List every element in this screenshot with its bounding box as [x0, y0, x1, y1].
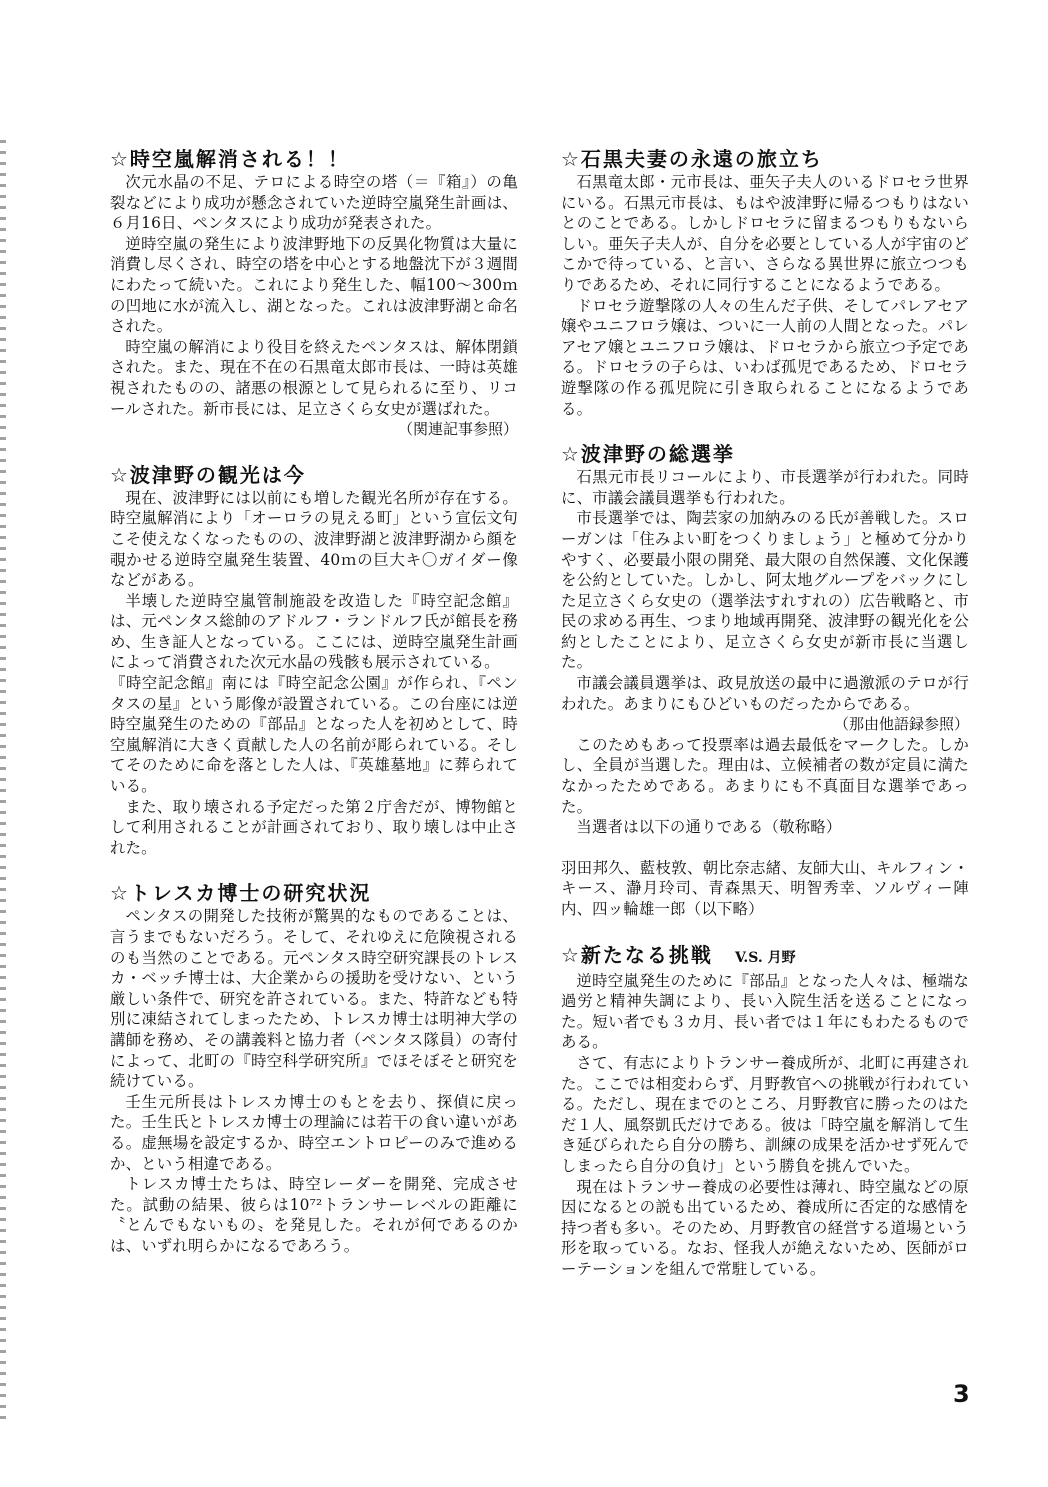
paragraph: 石黒竜太郎・元市長は、亜矢子夫人のいるドロセラ世界にいる。石黒元市長は、もはや波津野に帰るつもりはないとのことである。しかしドロセラに留まるつもりもないらしい。亜矢子夫人が、自分を必要としている人が宇宙のどこかで待っている、と言い、さらなる異世界に旅立つつもりであるため、それに同行することになるようである。 — [561, 173, 969, 294]
paragraph: 市議会議員選挙は、政見放送の最中に過激派のテロが行われた。あまりにもひどいものだったからである。 — [561, 674, 969, 713]
right-column — [561, 146, 969, 1302]
article-hatsuno-election — [561, 441, 969, 919]
headline: ☆新たなる挑戦 — [561, 942, 713, 967]
article-ishiguro-departure — [561, 146, 969, 419]
headline: ☆波津野の観光は今 — [110, 462, 306, 487]
paragraph: また、取り壊される予定だった第２庁舎だが、博物館として利用されることが計画されており、取り壊しは中止された。 — [110, 797, 518, 857]
paragraph: ペンタスの開発した技術が驚異的なものであることは、言うまでもないだろう。そして、それゆえに危険視されるのも当然のことである。元ペンタス時空研究課長のトレスカ・ベッチ博士は、大企業からの援助を受けない、という厳しい条件で、研究を許されている。また、特許なども特別に凍結されてしまったため、トレスカ博士は明神大学の講師を務め、その講義料と協力者（ペンタス隊員）の寄付によって、北町の『時空科学研究所』でほそぼそと研究を続けている。 — [110, 907, 518, 1091]
reference-note: （関連記事参照） — [397, 420, 518, 439]
page-number: 3 — [953, 1380, 970, 1408]
paragraph: 逆時空嵐の発生により波津野地下の反異化物質は大量に消費し尽くされ、時空の塔を中心とする地盤沈下が３週間にわたって続いた。これにより発生した、幅100〜300ｍの凹地に水が流入し、湖となった。これは波津野湖と命名された。 — [110, 234, 518, 336]
paragraph: トレスカ博士たちは、時空レーダーを開発、完成させた。試動の結果、彼らは10⁷²トランサーレベルの距離に〝とんでもないもの〟を発見した。それが何であるのかは、いずれ明らかになるであろう。 — [110, 1175, 518, 1255]
scan-edge-artifact — [0, 140, 6, 1420]
paragraph: 現在、波津野には以前にも増した観光名所が存在する。時空嵐解消により「オーロラの見える町」という宣伝文句こそ使えなくなったものの、波津野湖と波津野湖から顔を覗かせる逆時空嵐発生装置、40ｍの巨大キ〇ガイダー像などがある。 — [110, 488, 518, 590]
reference-note: （那由他語録参照） — [833, 715, 969, 734]
paragraph: 当選者は以下の通りである（敬称略） — [576, 818, 842, 837]
headline: ☆時空嵐解消される！！ — [110, 147, 350, 171]
byline: V.S. 月野 — [734, 949, 796, 966]
article-jikuu-arashi-kaishou — [110, 146, 518, 440]
headline: ☆トレスカ博士の研究状況 — [110, 881, 372, 906]
headline: ☆波津野の総選挙 — [561, 442, 735, 467]
left-column — [110, 146, 518, 1279]
paragraph: 次元水晶の不足、テロによる時空の塔（＝『箱』）の亀裂などにより成功が懸念されていた逆時空嵐発生計画は、６月16日、ペンタスにより成功が発表された。 — [110, 173, 518, 233]
article-hatsuno-kankou — [110, 462, 518, 859]
winners-list: 羽田邦久、藍枝敦、朝比奈志緒、友師大山、キルフィン・キース、瀞月玲司、青森黒天、明智秀幸、ソルヴィー陣内、四ッ輪雄一郎（以下略） — [561, 858, 969, 918]
paragraph: ドロセラ遊撃隊の人々の生んだ子供、そしてパレアセア嬢やユニフロラ嬢は、ついに一人前の人間となった。パレアセア嬢とユニフロラ嬢は、ドロセラから旅立つ予定である。ドロセラの子らは、いわば孤児であるため、ドロセラ遊撃隊の作る孤児院に引き取られることになるようである。 — [561, 296, 969, 418]
paragraph: 逆時空嵐発生のために『部品』となった人々は、極端な過労と精神失調により、長い入院生活を送ることになった。短い者でも３カ月、長い者では１年にもわたるものである。 — [561, 971, 969, 1052]
paragraph: 石黒元市長リコールにより、市長選挙が行われた。同時に、市議会議員選挙も行われた。 — [561, 468, 969, 507]
paragraph: 壬生元所長はトレスカ博士のもとを去り、探偵に戻った。壬生氏とトレスカ博士の理論には若干の食い違いがある。虚無場を設定するか、時空エントロピーのみで進めるか、という相違である。 — [110, 1092, 518, 1173]
paragraph: 『時空記念館』南には『時空記念公園』が作られ、『ペンタスの星』という彫像が設置されている。この台座には逆時空嵐発生のための『部品』となった人を初めとして、時空嵐解消に大きく貢献した人の名前が彫られている。そしてそのために命を落とした人は、『英雄墓地』に葬られている。 — [110, 674, 518, 796]
paragraph: 現在はトランサー養成の必要性は薄れ、時空嵐などの原因になるとの説も出ているため、養成所に否定的な感情を持つ者も多い。そのため、月野教官の経営する道場という形を取っている。なお、怪我人が絶えないため、医師がローテーションを組んで常駐している。 — [561, 1177, 969, 1278]
headline: ☆石黒夫妻の永遠の旅立ち — [561, 147, 823, 171]
paragraph: 市長選挙では、陶芸家の加納みのる氏が善戦した。スローガンは「住みよい町をつくりましょう」と極めて分かりやすく、必要最小限の開発、最大限の自然保護、文化保護を公約としていた。しかし、阿太地グループをバックにした足立さくら女史の（選挙法すれすれの）広告戦略と、市民の求める再生、つまり地域再開発、波津野の観光化を公約としたことにより、足立さくら女史が新市長に当選した。 — [561, 509, 969, 672]
spacer — [561, 838, 969, 858]
headline-row — [561, 942, 969, 971]
paragraph: 半壊した逆時空嵐管制施設を改造した『時空記念館』は、元ペンタス総帥のアドルフ・ランドルフ氏が館長を務め、生き証人となっている。ここには、逆時空嵐発生計画によって消費された次元水晶の残骸も展示されている。 — [110, 591, 518, 672]
article-new-challenge — [561, 942, 969, 1280]
article-tresca-research — [110, 880, 518, 1256]
paragraph: さて、有志によりトランサー養成所が、北町に再建された。ここでは相変わらず、月野教官への挑戦が行われている。ただし、現在までのところ、月野教官に勝ったのはただ１人、風祭凱氏だけである。彼は「時空嵐を解消して生き延びられたら自分の勝ち、訓練の成果を活かせず死んでしまったら自分の負け」という勝負を挑んでいた。 — [561, 1053, 969, 1175]
paragraph: 時空嵐の解消により役目を終えたペンタスは、解体閉鎖された。また、現在不在の石黒竜太郎市長は、一時は英雄視されたものの、諸悪の根源として見られるに至り、リコールされた。新市長には、足立さくら女史が選ばれた。 — [110, 337, 518, 418]
paragraph: このためもあって投票率は過去最低をマークした。しかし、全員が当選した。理由は、立候補者の数が定員に満たなかったためである。あまりにも不真面目な選挙であった。 — [561, 735, 969, 816]
